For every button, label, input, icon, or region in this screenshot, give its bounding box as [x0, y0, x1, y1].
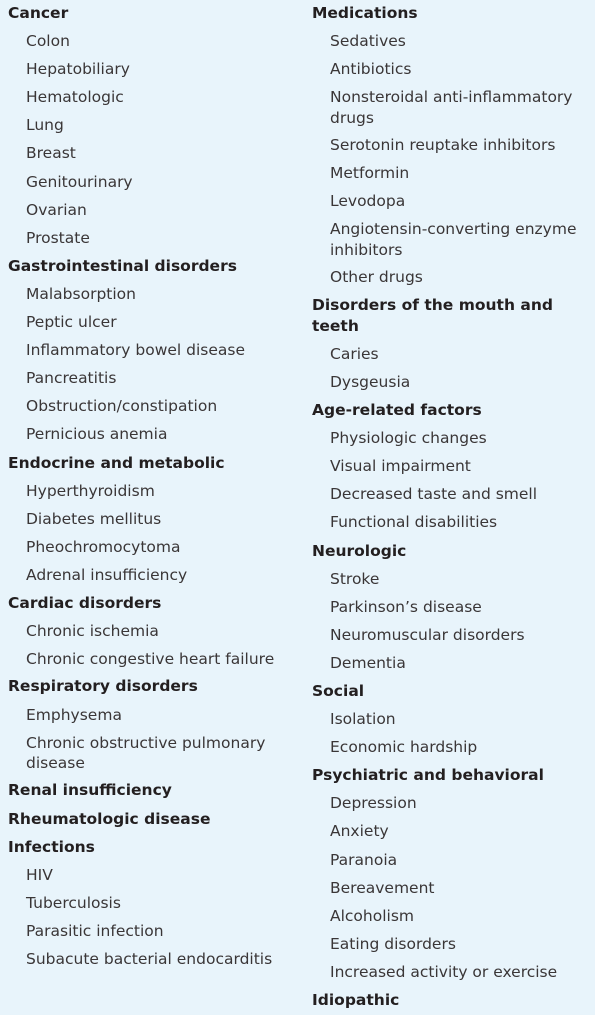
list-item: Chronic ischemia	[26, 622, 159, 641]
list-item: Physiologic changes	[330, 429, 487, 448]
list-item: Lung	[26, 116, 64, 135]
list-item: Depression	[330, 794, 417, 813]
list-item: Tuberculosis	[26, 893, 121, 912]
category-heading: Rheumatologic disease	[8, 809, 211, 828]
left-column	[8, 0, 298, 974]
list-item: Paranoia	[330, 850, 398, 869]
category-heading: Idiopathic	[312, 991, 400, 1009]
list-item: Emphysema	[26, 705, 122, 724]
category-heading: Renal insufficiency	[8, 781, 172, 800]
list-item: Genitourinary	[26, 172, 133, 191]
list-item: Parasitic infection	[26, 921, 164, 940]
category-heading: Disorders of the mouth and teeth	[312, 296, 553, 335]
list-item: Economic hardship	[330, 738, 478, 757]
list-item: Levodopa	[330, 192, 406, 211]
list-item: Pheochromocytoma	[26, 537, 181, 556]
category-heading: Endocrine and metabolic	[8, 453, 225, 472]
list-item: Ovarian	[26, 200, 87, 219]
category-heading: Age-related factors	[312, 401, 482, 420]
category-heading: Cancer	[8, 4, 69, 22]
list-item: Obstruction/constipation	[26, 397, 218, 416]
category-heading: Neurologic	[312, 541, 407, 560]
list-item: Colon	[26, 32, 70, 51]
list-item: Hyperthyroidism	[26, 481, 155, 500]
list-item: HIV	[26, 865, 53, 884]
list-item: Hepatobiliary	[26, 60, 130, 79]
list-item: Isolation	[330, 710, 396, 729]
list-item: Subacute bacterial endocarditis	[26, 950, 273, 968]
category-heading: Gastrointestinal disorders	[8, 256, 237, 275]
list-item: Serotonin reuptake inhibitors	[330, 136, 556, 155]
list-item: Chronic obstructive pulmonary disease	[26, 733, 266, 773]
list-item: Peptic ulcer	[26, 313, 117, 332]
list-item: Caries	[330, 344, 379, 363]
category-heading: Cardiac disorders	[8, 593, 162, 612]
list-item: Chronic congestive heart failure	[26, 650, 275, 669]
list-item: Angiotensin-converting enzyme inhibitors	[330, 220, 577, 259]
list-item: Increased activity or exercise	[330, 962, 558, 981]
category-heading: Social	[312, 681, 365, 700]
category-heading: Respiratory disorders	[8, 677, 198, 696]
list-item: Dysgeusia	[330, 372, 411, 391]
list-item: Functional disabilities	[330, 513, 498, 532]
list-item: Nonsteroidal anti-inflammatory drugs	[330, 88, 573, 127]
list-item: Malabsorption	[26, 284, 136, 303]
list-item: Stroke	[330, 569, 380, 588]
list-item: Bereavement	[330, 878, 435, 897]
list-item: Parkinson’s disease	[330, 597, 482, 616]
list-item: Dementia	[330, 653, 406, 672]
category-heading: Medications	[312, 4, 418, 22]
list-item: Prostate	[26, 228, 90, 247]
list-item: Pernicious anemia	[26, 425, 168, 444]
list-item: Anxiety	[330, 822, 389, 841]
category-heading: Psychiatric and behavioral	[312, 766, 544, 785]
list-item: Antibiotics	[330, 60, 412, 79]
list-item: Other drugs	[330, 268, 423, 287]
list-item: Eating disorders	[330, 934, 456, 953]
list-item: Hematologic	[26, 88, 124, 107]
list-item: Metformin	[330, 164, 410, 183]
list-item: Diabetes mellitus	[26, 509, 162, 528]
list-item: Breast	[26, 144, 76, 163]
list-item: Decreased taste and smell	[330, 485, 538, 504]
list-item: Inflammatory bowel disease	[26, 341, 246, 360]
category-heading: Infections	[8, 837, 95, 856]
right-column	[312, 0, 592, 1015]
list-item: Adrenal insufficiency	[26, 565, 188, 584]
list-item: Pancreatitis	[26, 369, 117, 388]
list-item: Visual impairment	[330, 457, 471, 476]
list-item: Neuromuscular disorders	[330, 625, 525, 644]
list-item: Sedatives	[330, 32, 406, 51]
list-item: Alcoholism	[330, 906, 415, 925]
